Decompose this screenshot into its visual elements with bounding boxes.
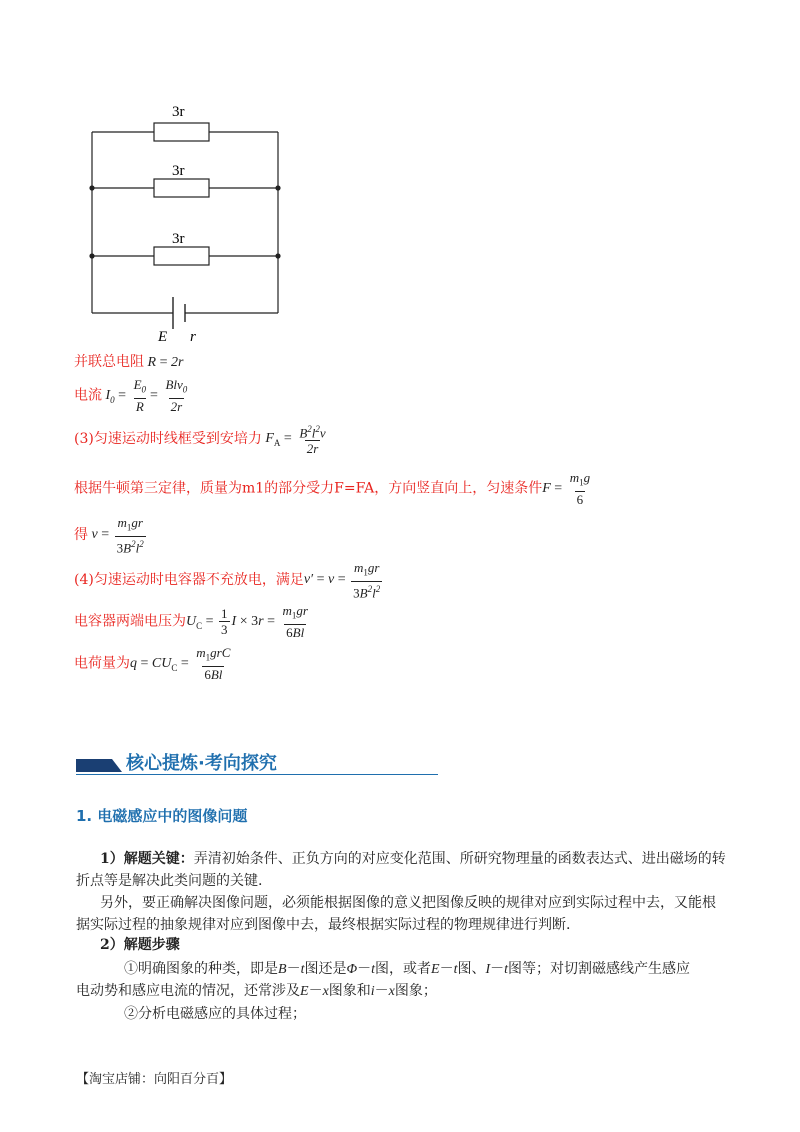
banner-title: 核心提炼·考向探究 — [126, 753, 277, 774]
step-2: ②分析电磁感应的具体过程； — [124, 1006, 306, 1022]
emf-label: E — [158, 329, 168, 345]
solution-line-8 — [74, 645, 234, 682]
formula-capacitor-voltage: $U_C$ = $\frac{1}{3}$ I × 3r = $\frac{m_1gr}{6Bl}$ — [186, 603, 308, 640]
step-1-line2-b: 图象和 — [328, 983, 371, 999]
line-text: (3)匀速运动时线框受到安培力 — [74, 431, 262, 448]
formula-total-resistance: R = 2r — [144, 355, 184, 370]
step-1-line2-c: 图象； — [394, 983, 437, 999]
junction-dot — [275, 185, 280, 190]
solution-line-7 — [74, 603, 312, 640]
resistor-label: 3r — [172, 104, 185, 120]
solution-line-2 — [74, 377, 191, 414]
formula-velocity: v = $\frac{m_1gr}{3B^2l^2}$ — [88, 515, 144, 555]
resistor-label: 3r — [172, 231, 185, 247]
formula-ampere-force: $F_A$ = $\frac{B^2l^2v}{2r}$ — [261, 424, 326, 457]
solution-line-3 — [74, 422, 330, 456]
step-1-part-a: ①明确图象的种类，即是 — [124, 961, 278, 977]
internal-resistance-label: r — [190, 329, 196, 345]
step-1-line-2: 电动势和感应电流的情况，还常涉及E－x图象和i－x图象； — [76, 983, 437, 999]
junction-dot — [275, 253, 280, 258]
formula-e-x: E — [300, 984, 309, 999]
formula-charge: $q = CU_C$ = $\frac{m_1grC}{6Bl}$ — [130, 645, 231, 682]
solution-line-6 — [74, 560, 384, 600]
line-text: 根据牛顿第三定律，质量为m1的部分受力F=FA，方向竖直向上，匀速条件 — [74, 480, 543, 497]
solution-line-4 — [74, 470, 594, 507]
line-text: (4)匀速运动时电容器不充放电，满足 — [74, 571, 304, 588]
step-1-part-b: 图还是 — [304, 961, 347, 977]
formula-e-t: E — [431, 962, 440, 977]
formula-balance: F = $\frac{m_1g}{6}$ — [542, 470, 591, 507]
resistor-3 — [154, 247, 209, 265]
banner-marker-icon — [76, 757, 124, 773]
step-1-part-d: 图、 — [457, 961, 486, 977]
footer-shop: 【淘宝店铺：向阳百分百】 — [76, 1072, 233, 1087]
banner-underline — [76, 774, 438, 775]
resistor-label: 3r — [172, 163, 185, 179]
steps-label: 2）解题步骤 — [100, 937, 180, 953]
formula-i-t: I — [485, 962, 491, 977]
formula-phi-t: Φ — [346, 962, 358, 977]
formula-current: $I_0$ = $\frac{E_0}{R}$ = $\frac{Blv_0}{2r}$ — [102, 377, 188, 414]
formula-b-t: B — [278, 962, 287, 977]
step-1-line2-a: 电动势和感应电流的情况，还常涉及 — [76, 983, 300, 999]
solution-line-5 — [74, 515, 148, 555]
line-text: 电荷量为 — [74, 655, 130, 672]
formula-i-x: i — [370, 984, 375, 999]
section-banner — [76, 752, 438, 776]
junction-dot — [89, 253, 94, 258]
solution-line-1 — [74, 352, 183, 373]
formula-t: t — [300, 962, 305, 977]
circuit-diagram — [80, 95, 300, 345]
label-key: 1）解题关键： — [100, 851, 194, 867]
junction-dot — [89, 185, 94, 190]
line-text: 得 — [74, 526, 88, 543]
key-text: 弄清初始条件、正负方向的对应变化范围、所研究物理量的函数表达式、进出磁场的转折点等是解决此类问题的关键. — [76, 851, 726, 889]
resistor-1 — [154, 123, 209, 141]
paragraph-additional: 另外，要正确解决图像问题，必须能根据图像的意义把图像反映的规律对应到实际过程中去，又能根据实际过程的抽象规律对应到图像中去，最终根据实际过程的物理规律进行判断. — [76, 895, 716, 933]
step-1-part-e: 图等；对切割磁感线产生感应 — [508, 961, 691, 977]
formula-velocity-prime: v′ = v = $\frac{m_1gr}{3B^2l^2}$ — [303, 560, 381, 600]
step-1: ①明确图象的种类，即是B－t图还是Φ－t图，或者E－t图、I－t图等；对切割磁感线产生感应 — [124, 961, 691, 977]
paragraph-key-points — [76, 848, 726, 892]
line-text: 电流 — [74, 387, 102, 404]
resistor-2 — [154, 179, 209, 197]
line-text: 电容器两端电压为 — [74, 613, 186, 630]
line-text: 并联总电阻 — [74, 354, 144, 370]
section-heading: 1. 电磁感应中的图像问题 — [76, 807, 248, 825]
step-1-part-c: 图，或者 — [375, 961, 432, 977]
